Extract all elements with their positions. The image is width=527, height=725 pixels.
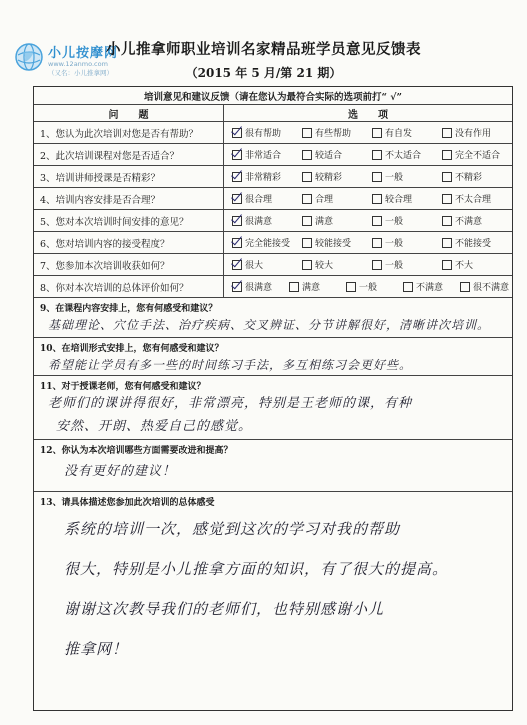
open-question-row [34,338,512,376]
options-cell [224,122,512,143]
option[interactable] [442,144,500,165]
open-question-text: 11、对于授课老师，您有何感受和建议？ [40,382,206,392]
option[interactable] [302,122,351,143]
handwritten-answer: 安然、开朗、热爱自己的感觉。 [56,419,253,434]
option-label: 较适合 [315,151,343,161]
option-label: 很不满意 [473,283,510,293]
option-label: 一般 [385,173,404,183]
option-label: 非常适合 [245,151,282,161]
option[interactable] [232,276,272,297]
option[interactable] [372,166,403,187]
option[interactable] [372,122,412,143]
option[interactable] [232,144,281,165]
option[interactable] [442,188,491,209]
option[interactable] [372,232,403,253]
question-text: 8、你对本次培训的总体评价如何？ [34,276,224,297]
question-row [34,276,512,298]
checkbox[interactable] [442,128,452,138]
handwritten-answer: 谢谢这次教导我们的老师们，也特别感谢小儿 [64,600,385,618]
checkbox[interactable] [302,172,312,182]
checked-checkbox[interactable] [232,238,242,248]
checkbox[interactable] [372,150,382,160]
checked-checkbox[interactable] [232,194,242,204]
handwritten-answer: 老师们的课讲得很好，非常漂亮，特别是王老师的课，有种 [48,396,413,411]
handwritten-answer: 没有更好的建议！ [64,464,177,479]
option-label: 一般 [385,217,404,227]
handwritten-answer: 推拿网！ [64,640,129,658]
checkbox[interactable] [372,238,382,248]
option-label: 较能接受 [315,239,352,249]
checkbox[interactable] [346,282,356,292]
checkbox[interactable] [442,150,452,160]
option-label: 一般 [385,261,404,271]
checked-checkbox[interactable] [232,260,242,270]
checked-checkbox[interactable] [232,128,242,138]
question-row [34,210,512,232]
option-label: 有些帮助 [315,129,352,139]
checked-checkbox[interactable] [232,282,242,292]
option[interactable] [442,210,482,231]
option[interactable] [302,210,333,231]
checkbox[interactable] [403,282,413,292]
checkbox[interactable] [302,216,312,226]
checkbox[interactable] [372,172,382,182]
open-question-row [34,492,512,689]
option-label: 满意 [302,283,321,293]
page-title: 小儿推拿师职业培训名家精品班学员意见反馈表 [106,41,421,58]
options-cell [224,188,512,209]
option[interactable] [302,232,351,253]
column-header-row [34,105,512,122]
option-label: 一般 [385,239,404,249]
options-cell [224,276,512,297]
option[interactable] [232,232,290,253]
option[interactable] [372,254,403,275]
form-header-text: 培训意见和建议反馈（请在您认为最符合实际的选项前打“ √” [144,91,402,103]
option-label: 一般 [359,283,378,293]
option[interactable] [460,276,509,297]
open-question-text: 9、在课程内容安排上，您有何感受和建议？ [40,304,218,314]
option-label: 不精彩 [455,173,483,183]
option[interactable] [346,276,377,297]
checked-checkbox[interactable] [232,150,242,160]
option[interactable] [403,276,443,297]
option[interactable] [372,188,412,209]
question-row [34,188,512,210]
question-row [34,122,512,144]
checkbox[interactable] [372,194,382,204]
option[interactable] [289,276,320,297]
option-label: 不太合理 [455,195,492,205]
option-label: 很满意 [245,283,273,293]
checkbox[interactable] [302,260,312,270]
logo-url: www.12anmo.com [48,60,108,68]
question-text: 3、培训讲师授课是否精彩？ [34,166,224,187]
checkbox[interactable] [442,216,452,226]
option-label: 不能接受 [455,239,492,249]
options-cell [224,144,512,165]
open-question-text: 12、你认为本次培训哪些方面需要改进和提高？ [40,446,233,456]
open-question-row [34,440,512,492]
option[interactable] [302,166,342,187]
question-row [34,254,512,276]
checkbox[interactable] [302,128,312,138]
checkbox[interactable] [442,172,452,182]
option-label: 不满意 [455,217,483,227]
options-cell [224,210,512,231]
handwritten-answer: 希望能让学员有多一些的时间练习手法，多互相练习会更好些。 [48,358,413,372]
handwritten-answer: 系统的培训一次，感觉到这次的学习对我的帮助 [64,520,401,538]
checked-checkbox[interactable] [232,216,242,226]
checkbox[interactable] [302,238,312,248]
checkbox[interactable] [460,282,470,292]
option[interactable] [232,254,263,275]
option-label: 很大 [245,261,264,271]
options-cell [224,232,512,253]
checkbox[interactable] [372,260,382,270]
checkbox[interactable] [302,150,312,160]
option-label: 很满意 [245,217,273,227]
option-label: 不满意 [416,283,444,293]
option-label: 完全不适合 [455,151,501,161]
question-text: 4、培训内容安排是否合理？ [34,188,224,209]
options-cell [224,254,512,275]
option[interactable] [442,166,482,187]
option[interactable] [232,188,272,209]
option-label: 很有帮助 [245,129,282,139]
option[interactable] [372,210,403,231]
checkbox[interactable] [442,260,452,270]
option-label: 较大 [315,261,334,271]
option-label: 不太适合 [385,151,422,161]
option-label: 很合理 [245,195,273,205]
options-cell [224,166,512,187]
option[interactable] [442,122,491,143]
option[interactable] [302,144,342,165]
handwritten-answer: 基础理论、穴位手法、治疗疾病、交叉辨证、分节讲解很好，清晰讲次培训。 [48,318,491,332]
open-question-text: 13、请具体描述您参加此次培训的总体感受 [40,498,215,508]
checkbox[interactable] [372,216,382,226]
option[interactable] [442,232,491,253]
option-label: 不大 [455,261,474,271]
option-label: 合理 [315,195,334,205]
option[interactable] [232,166,281,187]
checkbox[interactable] [289,282,299,292]
open-question-row [34,376,512,440]
option-label: 较精彩 [315,173,343,183]
handwritten-answer: 很大，特别是小儿推拿方面的知识，有了很大的提高。 [64,560,449,578]
option-label: 有自发 [385,129,413,139]
question-text: 1、您认为此次培训对您是否有帮助？ [34,122,224,143]
question-text: 2、此次培训课程对您是否适合？ [34,144,224,165]
option[interactable] [302,188,333,209]
option-label: 非常精彩 [245,173,282,183]
logo-alias: （又名：小儿推拿网） [48,69,113,77]
option[interactable] [302,254,333,275]
question-text: 5、您对本次培训时间安排的意见？ [34,210,224,231]
options-column-header: 选 项 [348,109,388,121]
open-question-row [34,298,512,338]
checkbox[interactable] [372,128,382,138]
question-text: 6、您对培训内容的接受程度？ [34,232,224,253]
question-text: 7、您参加本次培训收获如何？ [34,254,224,275]
question-row [34,144,512,166]
page-subtitle: （2015 年 5 月/第 21 期） [185,66,342,80]
option-label: 较合理 [385,195,413,205]
checkbox[interactable] [442,194,452,204]
question-row [34,166,512,188]
option[interactable] [232,122,281,143]
option[interactable] [442,254,473,275]
question-row [34,232,512,254]
option-label: 满意 [315,217,334,227]
option[interactable] [372,144,421,165]
form-header-row [34,87,512,105]
checkbox[interactable] [302,194,312,204]
question-column-header: 问 题 [34,105,224,121]
logo-brand: 小儿按摩网 [48,46,119,61]
checkbox[interactable] [442,238,452,248]
option-label: 完全能接受 [245,239,291,249]
option[interactable] [232,210,272,231]
option-label: 没有作用 [455,129,492,139]
checked-checkbox[interactable] [232,172,242,182]
feedback-table [33,86,513,711]
open-question-text: 10、在培训形式安排上，您有何感受和建议？ [40,344,224,354]
